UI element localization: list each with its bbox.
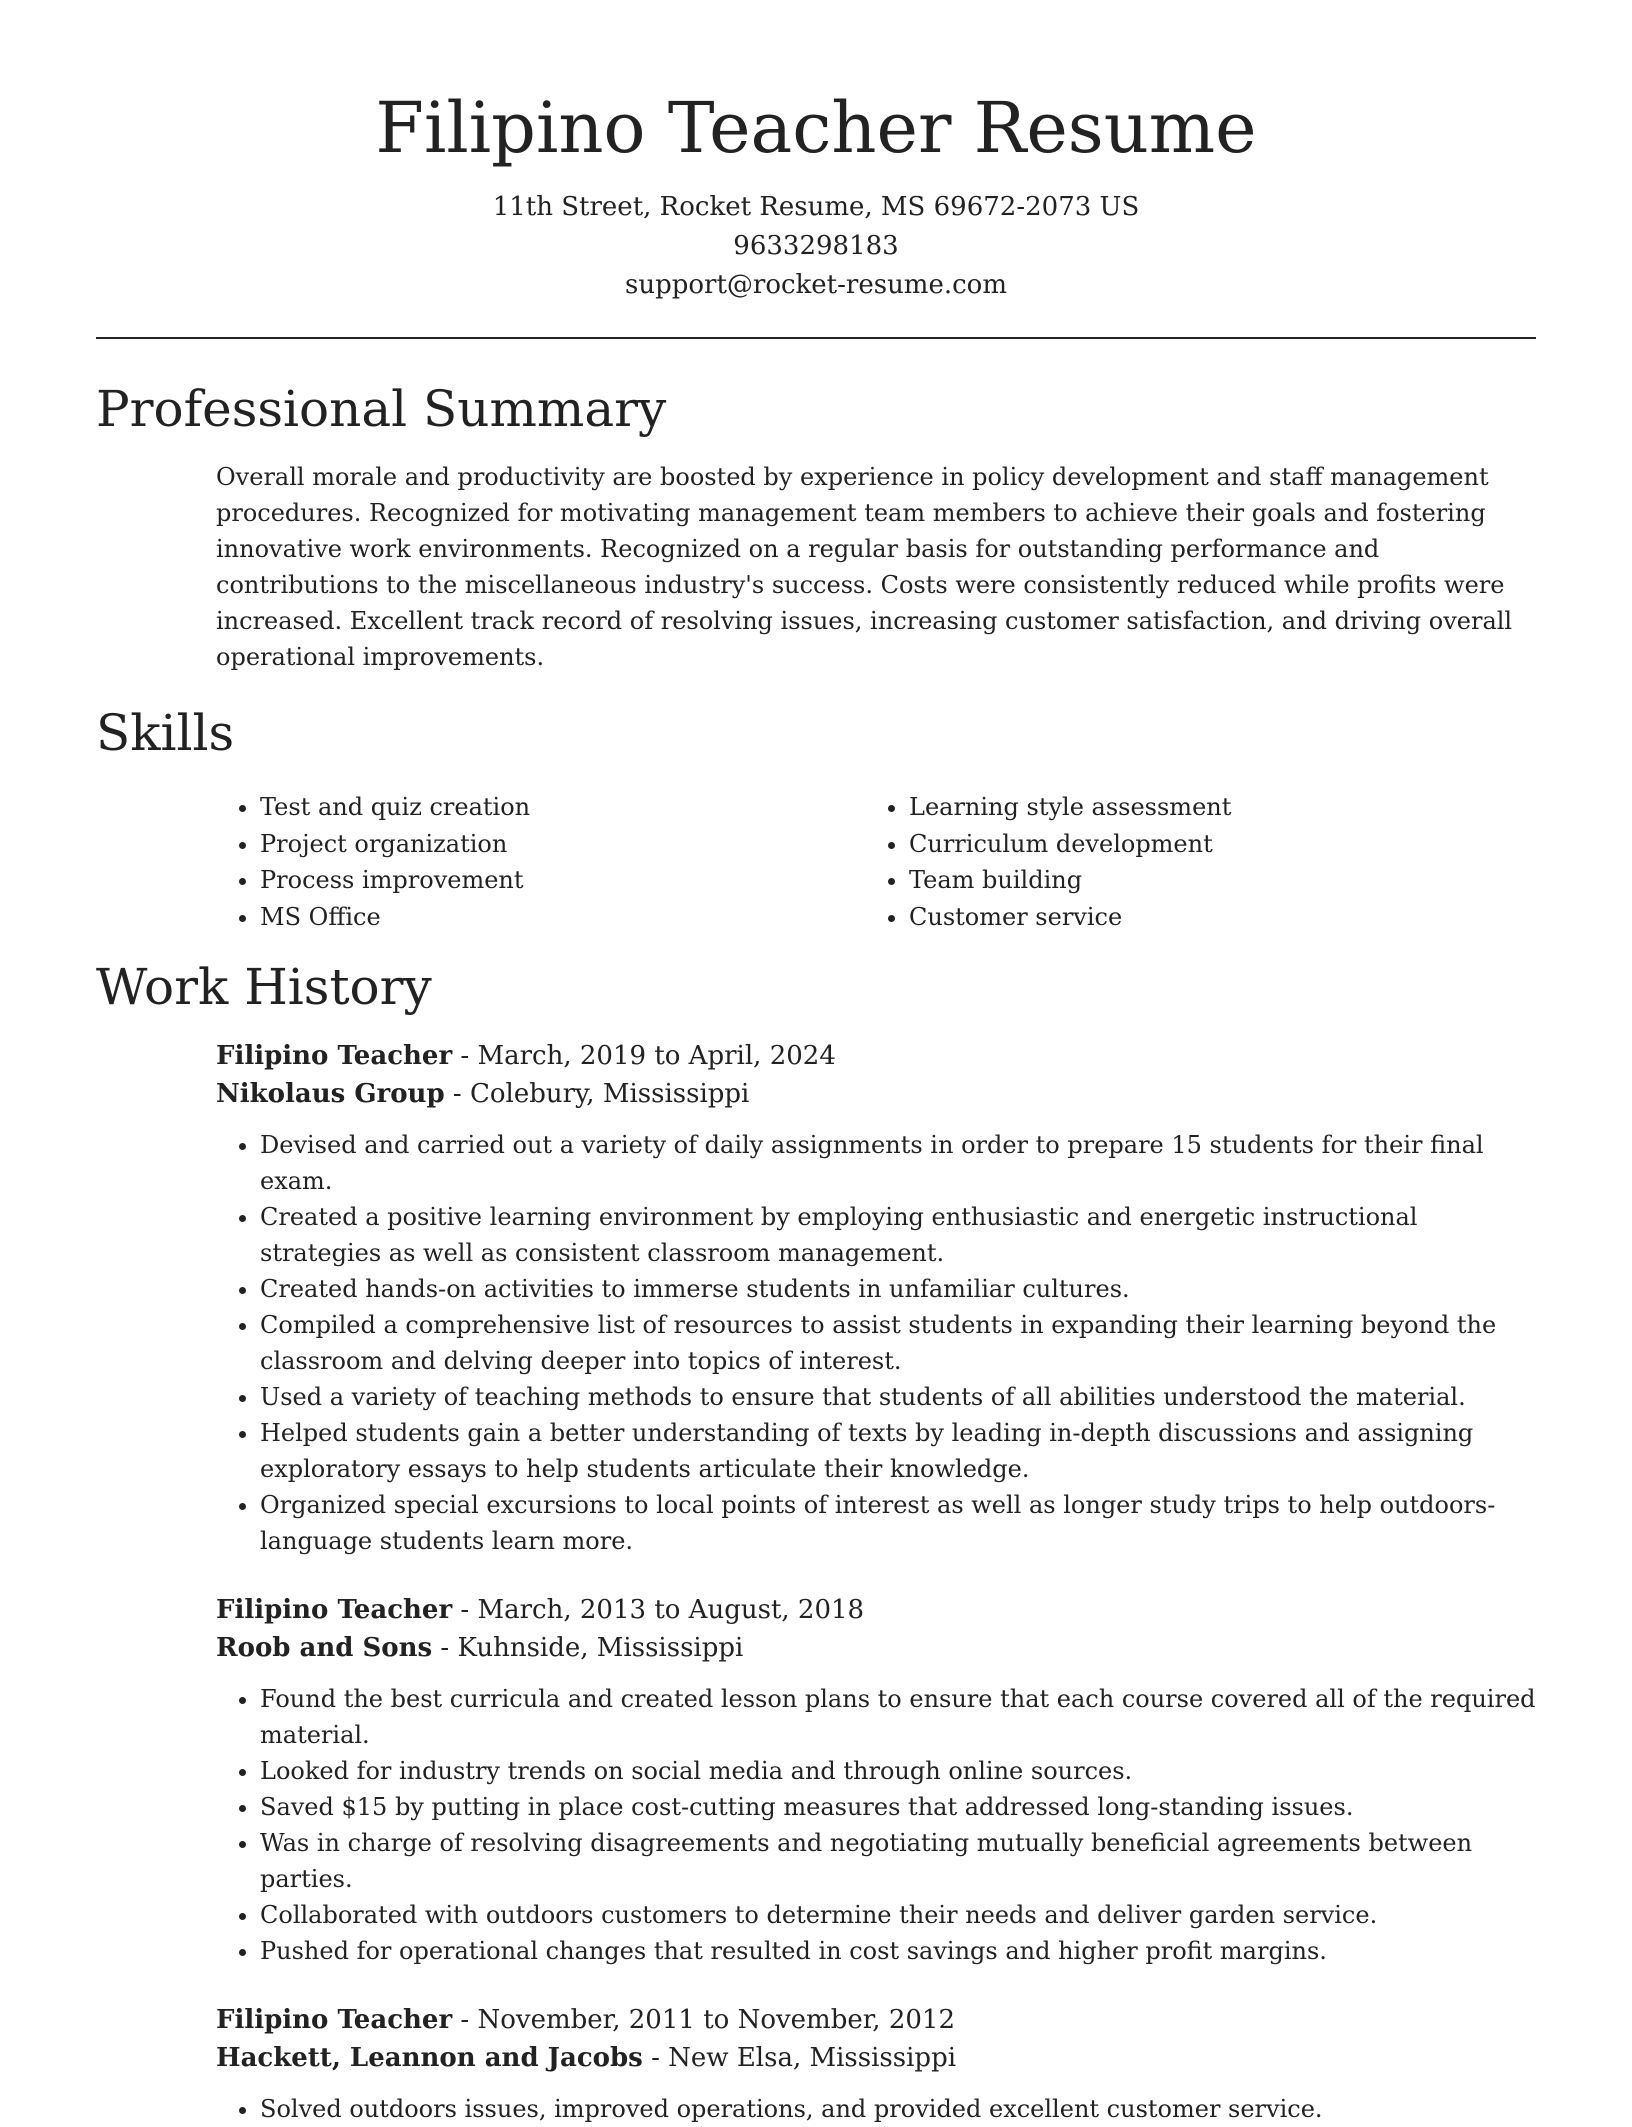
- job-location: New Elsa, Mississippi: [668, 2043, 957, 2073]
- job-company: Hackett, Leannon and Jacobs: [216, 2043, 643, 2073]
- job-company-line: Nikolaus Group - Colebury, Mississippi: [216, 1079, 750, 1109]
- skill-item: • Project organization: [260, 826, 865, 863]
- skills-column-right: [865, 789, 1514, 935]
- skills-grid: [216, 789, 1536, 935]
- job-bullet: • Looked for industry trends on social media and through online sources.: [260, 1753, 1536, 1789]
- job-location: Kuhnside, Mississippi: [457, 1633, 744, 1663]
- job-bullet: • Created hands-on activities to immerse students in unfamiliar cultures.: [260, 1271, 1536, 1307]
- skill-item: • MS Office: [260, 899, 865, 936]
- job-bullet: • Saved $15 by putting in place cost-cutting measures that addressed long-standing issues.: [260, 1789, 1536, 1825]
- job-company-line: Hackett, Leannon and Jacobs - New Elsa, Mississippi: [216, 2043, 957, 2073]
- job-location: Colebury, Mississippi: [469, 1079, 750, 1109]
- job-bullet: • Collaborated with outdoors customers to determine their needs and deliver garden service.: [260, 1897, 1536, 1933]
- skills-column-left: [216, 789, 865, 935]
- job-bullet: • Organized special excursions to local points of interest as well as longer study trips to help outdoors-language students learn more.: [260, 1487, 1536, 1559]
- skill-item: • Learning style assessment: [909, 789, 1514, 826]
- job-bullet: • Created a positive learning environment by employing enthusiastic and energetic instructional strategies as well as consistent classroom management.: [260, 1199, 1536, 1271]
- job-dates: March, 2019 to April, 2024: [477, 1041, 836, 1071]
- job-role: Filipino Teacher: [216, 2005, 453, 2035]
- contact-block: [96, 188, 1536, 305]
- section-title-skills: Skills: [96, 704, 235, 762]
- job-company: Nikolaus Group: [216, 1079, 445, 1109]
- job-bullets: [216, 2091, 1536, 2127]
- job-header: [216, 2001, 1536, 2077]
- job-dates: March, 2013 to August, 2018: [477, 1595, 865, 1625]
- contact-phone: 9633298183: [733, 231, 899, 261]
- job-bullet: • Devised and carried out a variety of daily assignments in order to prepare 15 students for their final exam.: [260, 1127, 1536, 1199]
- job-bullets: [216, 1127, 1536, 1559]
- job-entry: [216, 1591, 1536, 1969]
- skill-item: • Team building: [909, 862, 1514, 899]
- header-divider: [96, 337, 1536, 339]
- job-title-line: Filipino Teacher - March, 2013 to August, 2018: [216, 1595, 865, 1625]
- job-entry: [216, 1037, 1536, 1559]
- job-bullet: • Was in charge of resolving disagreements and negotiating mutually beneficial agreements between parties.: [260, 1825, 1536, 1897]
- job-title-line: Filipino Teacher - March, 2019 to April, 2024: [216, 1041, 836, 1071]
- skill-item: • Process improvement: [260, 862, 865, 899]
- job-bullets: [216, 1681, 1536, 1969]
- job-bullet: • Pushed for operational changes that resulted in cost savings and higher profit margins.: [260, 1933, 1536, 1969]
- skill-item: • Curriculum development: [909, 826, 1514, 863]
- section-title-summary: Professional Summary: [96, 380, 667, 438]
- contact-email: support@rocket-resume.com: [624, 270, 1007, 300]
- job-company-line: Roob and Sons - Kuhnside, Mississippi: [216, 1633, 744, 1663]
- job-bullet: • Found the best curricula and created lesson plans to ensure that each course covered all of the required material.: [260, 1681, 1536, 1753]
- job-role: Filipino Teacher: [216, 1041, 453, 1071]
- job-company: Roob and Sons: [216, 1633, 433, 1663]
- resume-page: [96, 0, 1536, 2127]
- job-entry: [216, 2001, 1536, 2127]
- job-header: [216, 1037, 1536, 1113]
- job-bullet: • Helped students gain a better understanding of texts by leading in-depth discussions and assigning exploratory essays to help students articulate their knowledge.: [260, 1415, 1536, 1487]
- job-bullet: • Compiled a comprehensive list of resources to assist students in expanding their learning beyond the classroom and delving deeper into topics of interest.: [260, 1307, 1536, 1379]
- job-role: Filipino Teacher: [216, 1595, 453, 1625]
- job-header: [216, 1591, 1536, 1667]
- job-dates: November, 2011 to November, 2012: [477, 2005, 955, 2035]
- skill-item: • Customer service: [909, 899, 1514, 936]
- summary-text: Overall morale and productivity are boosted by experience in policy development and staff management procedures. Recognized for motivating management team members to achieve their goals and fostering innovative work environments. Recognized on a regular basis for outstanding performance and contributions to the miscellaneous industry's success. Costs were consistently reduced while profits were increased. Excellent track record of resolving issues, increasing customer satisfaction, and driving overall operational improvements.: [216, 463, 1513, 671]
- job-title-line: Filipino Teacher - November, 2011 to November, 2012: [216, 2005, 955, 2035]
- section-title-work: Work History: [96, 958, 432, 1016]
- skill-item: • Test and quiz creation: [260, 789, 865, 826]
- job-bullet: • Solved outdoors issues, improved operations, and provided excellent customer service.: [260, 2091, 1536, 2127]
- resume-name: Filipino Teacher Resume: [375, 87, 1257, 169]
- contact-address: 11th Street, Rocket Resume, MS 69672-2073 US: [492, 192, 1140, 222]
- job-bullet: • Used a variety of teaching methods to ensure that students of all abilities understood the material.: [260, 1379, 1536, 1415]
